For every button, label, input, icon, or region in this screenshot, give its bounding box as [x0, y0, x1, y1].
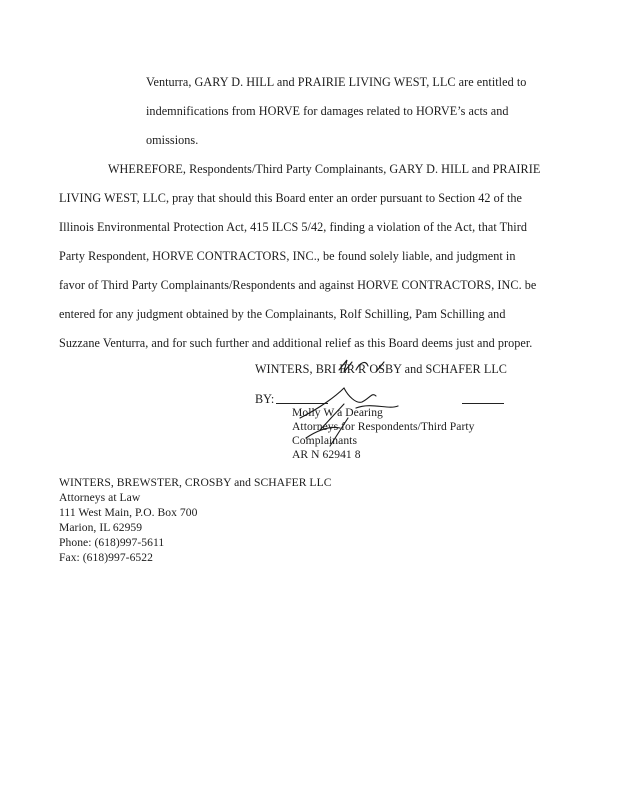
body-line-8: favor of Third Party Complainants/Respondents and against HORVE CONTRACTORS, INC. be: [59, 278, 537, 292]
body-line-1: Venturra, GARY D. HILL and PRAIRIE LIVING WEST, LLC are entitled to: [146, 75, 527, 89]
signature-complainants: Complainants: [292, 434, 358, 447]
address-fax: Fax: (618)997-6522: [59, 551, 153, 564]
signature-blank-line-left: [276, 403, 328, 404]
signature-blank-line-right: [462, 403, 504, 404]
body-line-9: entered for any judgment obtained by the Complainants, Rolf Schilling, Pam Schilling and: [59, 307, 506, 321]
address-attorneys: Attorneys at Law: [59, 491, 141, 504]
body-line-3: omissions.: [146, 133, 199, 147]
body-line-5: LIVING WEST, LLC, pray that should this Board enter an order pursuant to Section 42 of the: [59, 191, 523, 205]
body-line-10: Suzzane Venturra, and for such further and additional relief as this Board deems just and proper.: [59, 336, 533, 350]
signature-attorneys-for: Attorneys for Respondents/Third Party: [292, 420, 475, 433]
signature-arn: AR N 62941 8: [292, 448, 361, 461]
signature-firm-line: WINTERS, BRI ER R OSBY and SCHAFER LLC: [255, 362, 507, 376]
body-line-7: Party Respondent, HORVE CONTRACTORS, INC., be found solely liable, and judgment in: [59, 249, 516, 263]
address-firm: WINTERS, BREWSTER, CROSBY and SCHAFER LLC: [59, 476, 332, 489]
body-line-4: WHEREFORE, Respondents/Third Party Complainants, GARY D. HILL and PRAIRIE: [108, 162, 541, 176]
signature-by-label: BY:: [255, 392, 275, 406]
body-line-2: indemnifications from HORVE for damages related to HORVE’s acts and: [146, 104, 509, 118]
address-city: Marion, IL 62959: [59, 521, 143, 534]
signature-attorney-name: Molly W a Dearing: [292, 406, 383, 419]
address-phone: Phone: (618)997-5611: [59, 536, 165, 549]
address-street: 111 West Main, P.O. Box 700: [59, 506, 198, 519]
body-line-6: Illinois Environmental Protection Act, 415 ILCS 5/42, finding a violation of the Act, that Third: [59, 220, 527, 234]
